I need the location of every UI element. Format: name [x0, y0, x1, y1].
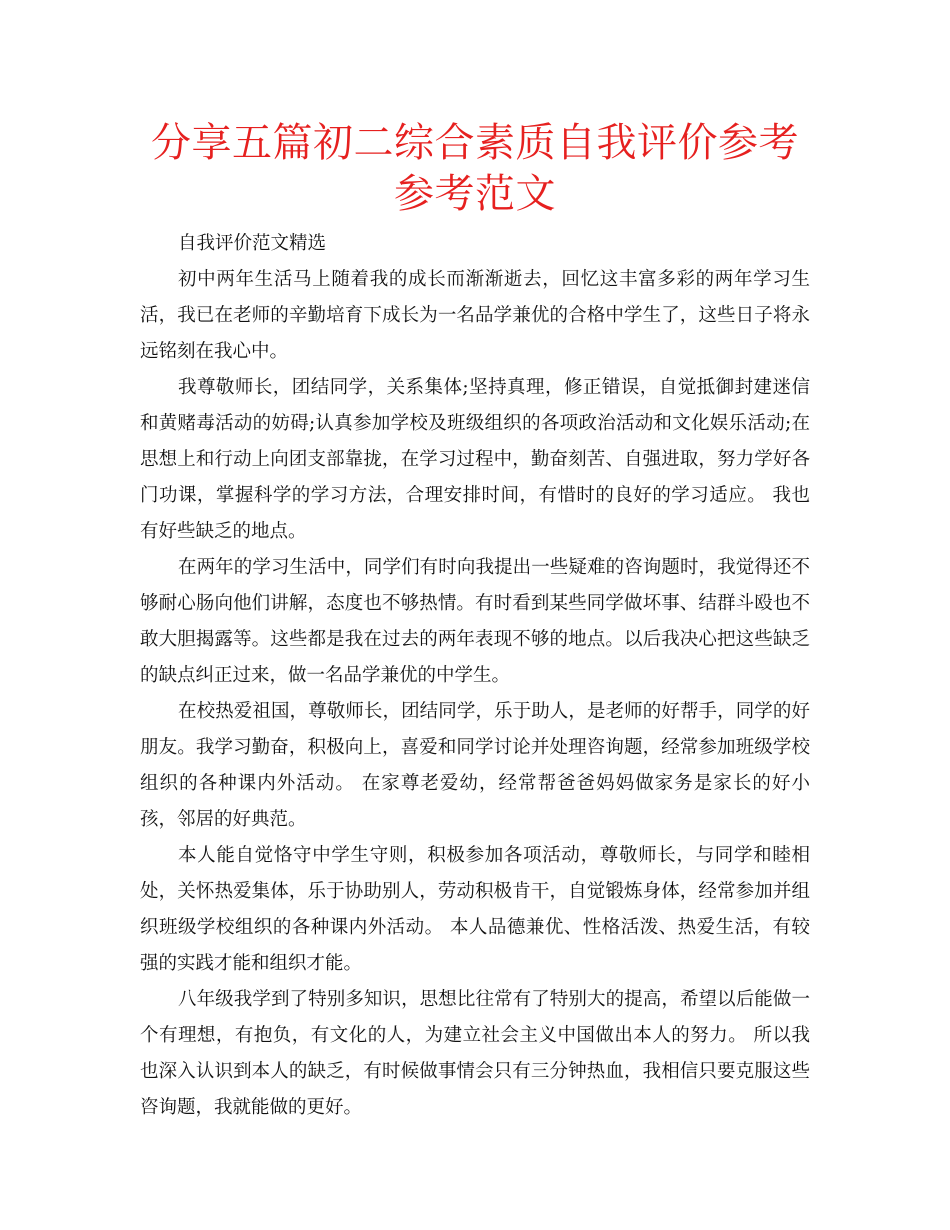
body-paragraph: 在校热爱祖国，尊敬师长，团结同学，乐于助人，是老师的好帮手，同学的好朋友。我学习勤奋，积极向上，喜爱和同学讨论并处理咨询题，经常参加班级学校组织的各种课内外活动。 在家尊老爱幼，经常帮爸爸妈妈做家务是家长的好小孩，邻居的好典范。 [140, 701, 810, 830]
body-paragraph: 初中两年生活马上随着我的成长而渐渐逝去，回忆这丰富多彩的两年学习生活，我已在老师的辛勤培育下成长为一名品学兼优的合格中学生了，这些日子将永远铭刻在我心中。 [140, 269, 810, 362]
section-subheading: 自我评价范文精选 [178, 233, 327, 254]
body-paragraph: 八年级我学到了特别多知识，思想比往常有了特别大的提高，希望以后能做一个有理想，有抱负，有文化的人，为建立社会主义中国做出本人的努力。 所以我也深入认识到本人的缺乏，有时候做事情会只有三分钟热血，我相信只要克服这些咨询题，我就能做的更好。 [140, 989, 810, 1118]
body-paragraph: 在两年的学习生活中，同学们有时向我提出一些疑难的咨询题时，我觉得还不够耐心肠向他们讲解，态度也不够热情。有时看到某些同学做坏事、结群斗殴也不敢大胆揭露等。这些都是我在过去的两年表现不够的地点。以后我决心把这些缺乏的缺点纠正过来，做一名品学兼优的中学生。 [140, 557, 810, 686]
document-title: 分享五篇初二综合素质自我评价参考参考范文 [151, 120, 799, 217]
body-paragraph: 我尊敬师长，团结同学，关系集体;坚持真理，修正错误，自觉抵御封建迷信和黄赌毒活动的妨碍;认真参加学校及班级组织的各项政治活动和文化娱乐活动;在思想上和行动上向团支部靠拢，在学习过程中，勤奋刻苦、自强进取，努力学好各门功课，掌握科学的学习方法，合理安排时间，有惜时的良好的学习适应。 我也有好些缺乏的地点。 [140, 377, 810, 542]
body-paragraph: 本人能自觉恪守中学生守则，积极参加各项活动，尊敬师长，与同学和睦相处，关怀热爱集体，乐于协助别人，劳动积极肯干，自觉锻炼身体，经常参加并组织班级学校组织的各种课内外活动。 本人品德兼优、性格活泼、热爱生活，有较强的实践才能和组织才能。 [140, 845, 810, 974]
